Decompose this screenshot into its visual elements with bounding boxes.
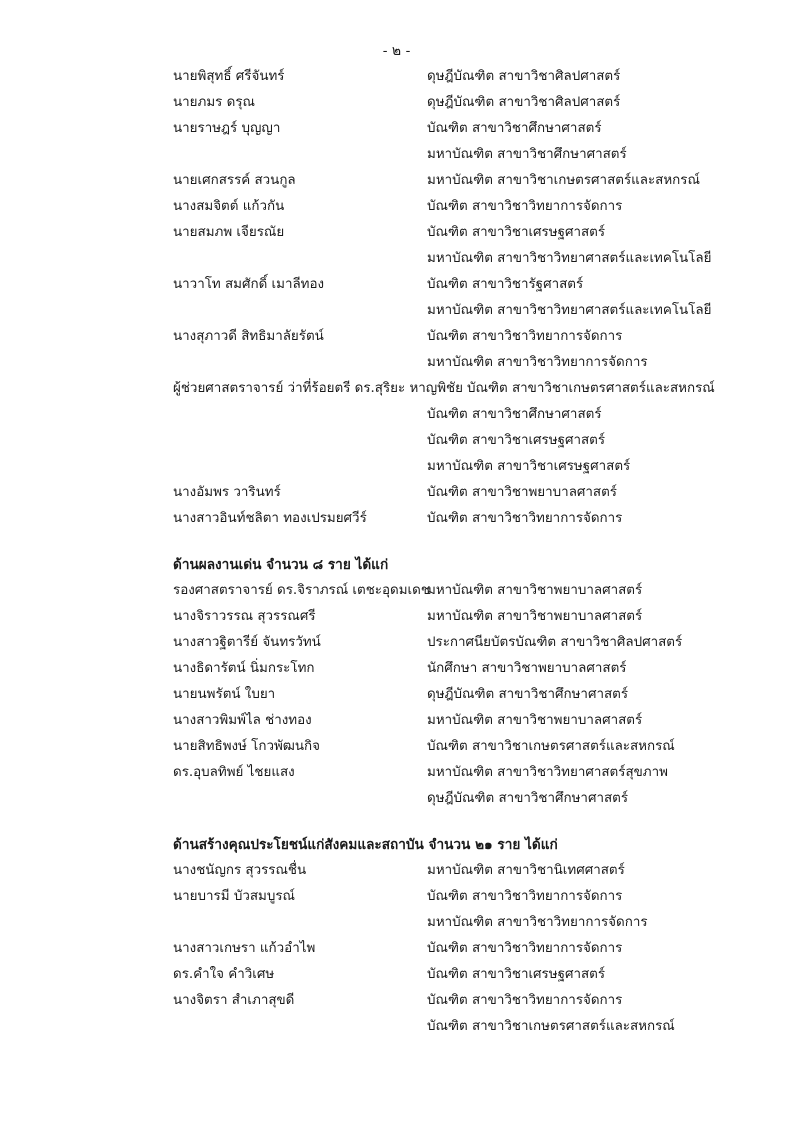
recipient-row [173,884,733,910]
recipient-name: นางจิตรา สำเภาสุขดี [173,993,295,1008]
recipient-name: นางสาวฐิตารีย์ จันทรวัทน์ [173,635,321,650]
recipient-name: นายราษฎร์ บุญญา [173,121,281,136]
degree-text: บัณฑิต สาขาวิชาศึกษาศาสตร์ [427,407,602,422]
recipient-row [173,936,733,962]
degree-text: บัณฑิต สาขาวิชาเกษตรศาสตร์และสหกรณ์ [427,1019,675,1034]
degree-text: มหาบัณฑิต สาขาวิชาพยาบาลศาสตร์ [427,609,643,624]
recipient-name: นายนพรัตน์ ใบยา [173,687,276,702]
document-body [173,64,733,1040]
degree-text: มหาบัณฑิต สาขาวิชาศึกษาศาสตร์ [427,147,627,162]
recipient-name: นางสุภาวดี สิทธิมาลัยรัตน์ [173,329,324,344]
degree-text: บัณฑิต สาขาวิชาวิทยาการจัดการ [427,199,623,214]
recipient-row [173,90,733,116]
degree-text: มหาบัณฑิต สาขาวิชาพยาบาลศาสตร์ [427,713,643,728]
degree-text: มหาบัณฑิต สาขาวิชาวิทยาศาสตร์และเทคโนโลยี [427,303,712,318]
degree-text: บัณฑิต สาขาวิชาเศรษฐศาสตร์ [427,225,606,240]
degree-text: บัณฑิต สาขาวิชาเศรษฐศาสตร์ [427,433,606,448]
recipient-row [173,858,733,884]
recipient-row [173,988,733,1014]
recipient-row [173,376,733,402]
degree-text: มหาบัณฑิต สาขาวิชาวิทยาการจัดการ [427,915,648,930]
degree-text: ดุษฎีบัณฑิต สาขาวิชาศิลปศาสตร์ [427,95,621,110]
recipient-row [173,428,733,454]
recipient-row [173,402,733,428]
recipient-name: นางชนัญกร สุวรรณชื่น [173,863,307,878]
degree-text: มหาบัณฑิต สาขาวิชาวิทยาการจัดการ [427,355,648,370]
degree-text: ประกาศนียบัตรบัณฑิต สาขาวิชาศิลปศาสตร์ [427,635,683,650]
recipient-name: ดร.คำใจ คำวิเศษ [173,967,275,982]
degree-text: บัณฑิต สาขาวิชาเกษตรศาสตร์และสหกรณ์ [466,381,715,396]
recipient-name: นางสาวเกษรา แก้วอำไพ [173,941,316,956]
recipient-row [173,578,733,604]
recipient-row [173,910,733,936]
degree-text: บัณฑิต สาขาวิชาวิทยาการจัดการ [427,993,623,1008]
degree-text: มหาบัณฑิต สาขาวิชาพยาบาลศาสตร์ [427,583,643,598]
recipient-row [173,194,733,220]
recipient-name: นายพิสุทธิ์ ศรีจันทร์ [173,69,285,84]
recipient-row [173,64,733,90]
degree-text: บัณฑิต สาขาวิชาเศรษฐศาสตร์ [427,967,606,982]
recipient-row [173,760,733,786]
degree-text: มหาบัณฑิต สาขาวิชาเศรษฐศาสตร์ [427,459,631,474]
recipient-row [173,246,733,272]
recipient-name: นางสาวอินท์ชลิตา ทองเปรมยศวีร์ [173,511,367,526]
degree-text: มหาบัณฑิต สาขาวิชาวิทยาศาสตร์และเทคโนโลยี [427,251,712,266]
recipient-row [173,604,733,630]
degree-text: บัณฑิต สาขาวิชาวิทยาการจัดการ [427,511,623,526]
degree-text: บัณฑิต สาขาวิชาวิทยาการจัดการ [427,329,623,344]
recipient-name: นายสิทธิพงษ์ โกวพัฒนกิจ [173,739,320,754]
recipient-name: รองศาสตราจารย์ ดร.จิราภรณ์ เตชะอุดมเดช [173,583,430,598]
recipient-name: นายสมภพ เจียรณัย [173,225,285,240]
recipient-row [173,708,733,734]
recipient-row [173,734,733,760]
recipient-row [173,272,733,298]
recipient-name: ดร.อุบลทิพย์ ไชยแสง [173,765,295,780]
recipient-row [173,116,733,142]
recipient-row [173,298,733,324]
recipient-row [173,454,733,480]
recipient-name: นายบารมี บัวสมบูรณ์ [173,889,295,904]
recipient-row [173,786,733,812]
degree-text: บัณฑิต สาขาวิชาวิทยาการจัดการ [427,941,623,956]
recipient-row [173,962,733,988]
recipient-row [173,1014,733,1040]
recipient-row [173,630,733,656]
recipient-name: นาวาโท สมศักดิ์ เมาลีทอง [173,277,325,292]
degree-text: บัณฑิต สาขาวิชารัฐศาสตร์ [427,277,584,292]
recipient-name: ผู้ช่วยศาสตราจารย์ ว่าที่ร้อยตรี ดร.สุริยะ หาญพิชัย [173,381,463,396]
degree-text: มหาบัณฑิต สาขาวิชานิเทศศาสตร์ [427,863,625,878]
degree-text: ดุษฎีบัณฑิต สาขาวิชาศึกษาศาสตร์ [427,791,629,806]
degree-text: มหาบัณฑิต สาขาวิชาเกษตรศาสตร์และสหกรณ์ [427,173,700,188]
degree-text: มหาบัณฑิต สาขาวิชาวิทยาศาสตร์สุขภาพ [427,765,668,780]
recipient-name: นางธิดารัตน์ นิ่มกระโทก [173,661,315,676]
recipient-name: นางสาวพิมพ์ไล ช่างทอง [173,713,312,728]
recipient-row [173,656,733,682]
recipient-row [173,142,733,168]
recipient-row [173,682,733,708]
degree-text: ดุษฎีบัณฑิต สาขาวิชาศึกษาศาสตร์ [427,687,629,702]
recipient-row [173,220,733,246]
degree-text: บัณฑิต สาขาวิชาวิทยาการจัดการ [427,889,623,904]
page-number: - ๒ - [382,43,411,59]
recipient-name: นายภมร ดรุณ [173,95,255,110]
degree-text: บัณฑิต สาขาวิชาพยาบาลศาสตร์ [427,485,617,500]
degree-text: บัณฑิต สาขาวิชาศึกษาศาสตร์ [427,121,602,136]
recipient-row [173,350,733,376]
recipient-row [173,168,733,194]
recipient-name: นางสมจิตต์ แก้วกัน [173,199,285,214]
degree-text: นักศึกษา สาขาวิชาพยาบาลศาสตร์ [427,661,627,676]
recipient-name: นายเศกสรรค์ สวนกูล [173,173,296,188]
section-heading: ด้านสร้างคุณประโยชน์แก่สังคมและสถาบัน จำนวน ๒๑ ราย ได้แก่ [173,837,558,853]
degree-text: บัณฑิต สาขาวิชาเกษตรศาสตร์และสหกรณ์ [427,739,675,754]
recipient-row [173,506,733,532]
recipient-row [173,324,733,350]
degree-text: ดุษฎีบัณฑิต สาขาวิชาศิลปศาสตร์ [427,69,621,84]
section-heading: ด้านผลงานเด่น จำนวน ๘ ราย ได้แก่ [173,557,389,573]
recipient-name: นางจิราวรรณ สุวรรณศรี [173,609,316,624]
recipient-name: นางอัมพร วารินทร์ [173,485,281,500]
recipient-row [173,480,733,506]
